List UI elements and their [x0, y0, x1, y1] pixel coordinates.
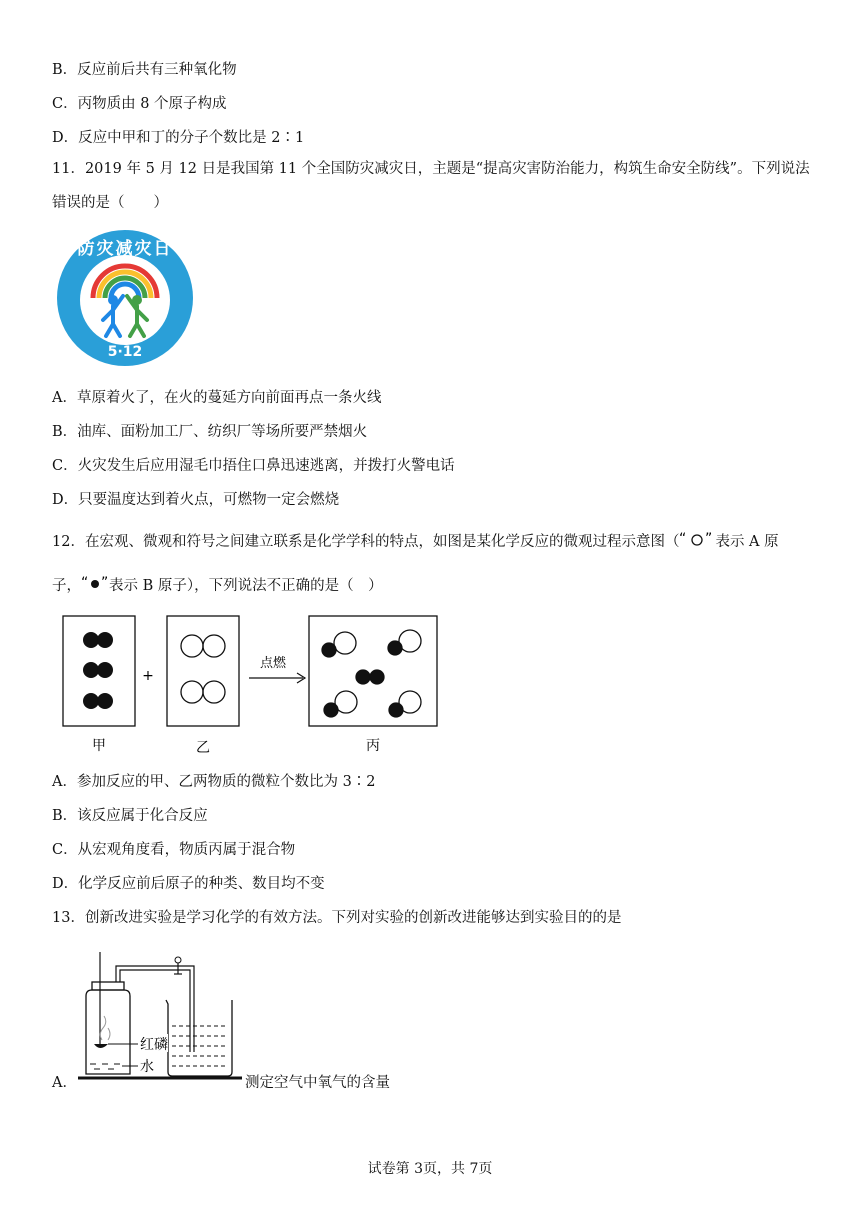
q10-option-d: D．反应中甲和丁的分子个数比是 2∶1 [52, 130, 305, 146]
plus-sign: + [142, 668, 154, 684]
label-jia: 甲 [92, 738, 106, 754]
q11-option-b: B．油库、面粉加工厂、纺织厂等场所要严禁烟火 [52, 424, 368, 440]
page-footer: 试卷第 3页，共 7页 [367, 1161, 493, 1177]
label-water: 水 [140, 1059, 154, 1075]
svg-text:”: ” [705, 531, 713, 547]
label-bing: 丙 [366, 738, 380, 754]
logo-title: 防灾减灾日 [77, 239, 173, 259]
q12-stem-line2-part1: 子， [52, 578, 81, 594]
q13-option-a-prefix: A． [52, 1075, 77, 1091]
disaster-prevention-logo [55, 228, 195, 368]
q12-option-a: A．参加反应的甲、乙两物质的微粒个数比为 3∶2 [52, 774, 376, 790]
q12-option-c: C．从宏观角度看，物质丙属于混合物 [52, 842, 296, 858]
arrow-label: 点燃 [259, 656, 287, 671]
q13-stem: 13．创新改进实验是学习化学的有效方法。下列对实验的创新改进能够达到实验目的的是 [52, 910, 622, 926]
q12-stem-part1: 12．在宏观、微观和符号之间建立联系是化学学科的特点，如图是某化学反应的微观过程示意图（ [52, 534, 680, 550]
q11-option-a: A．草原着火了，在火的蔓延方向前面再点一条火线 [52, 390, 382, 406]
filled-circle-symbol [81, 575, 109, 597]
logo-date: 5·12 [107, 344, 143, 360]
q13-option-a-caption: 测定空气中氧气的含量 [245, 1075, 390, 1091]
open-circle-symbol [679, 531, 715, 553]
svg-text:“: “ [679, 531, 687, 547]
q12-stem-line2 [52, 574, 383, 597]
label-yi: 乙 [196, 740, 210, 756]
svg-text:”: ” [101, 575, 109, 591]
label-red-phosphorus: 红磷 [140, 1037, 168, 1053]
q11-stem: 11．2019 年 5 月 12 日是我国第 11 个全国防灾减灾日，主题是“提高灾害防治能力，构筑生命安全防线”。下列说法错误的是（ ） [52, 161, 810, 211]
svg-text:“: “ [81, 575, 89, 591]
q12-option-d: D．化学反应前后原子的种类、数目均不变 [52, 876, 325, 892]
q12-stem-line2-part2: 表示 B 原子），下列说法不正确的是（ ） [109, 578, 383, 594]
q10-option-b: B．反应前后共有三种氧化物 [52, 62, 237, 78]
q10-option-c: C．丙物质由 8 个原子构成 [52, 96, 227, 112]
q12-option-b: B．该反应属于化合反应 [52, 808, 208, 824]
q11-option-d: D．只要温度达到着火点，可燃物一定会燃烧 [52, 492, 340, 508]
q12-stem-line1 [52, 530, 779, 553]
reaction-diagram [55, 610, 455, 760]
q12-stem-part2: 表示 A 原 [715, 534, 779, 550]
q11-option-c: C．火灾发生后应用湿毛巾捂住口鼻迅速逃离，并拨打火警电话 [52, 458, 455, 474]
oxygen-apparatus [78, 948, 248, 1084]
